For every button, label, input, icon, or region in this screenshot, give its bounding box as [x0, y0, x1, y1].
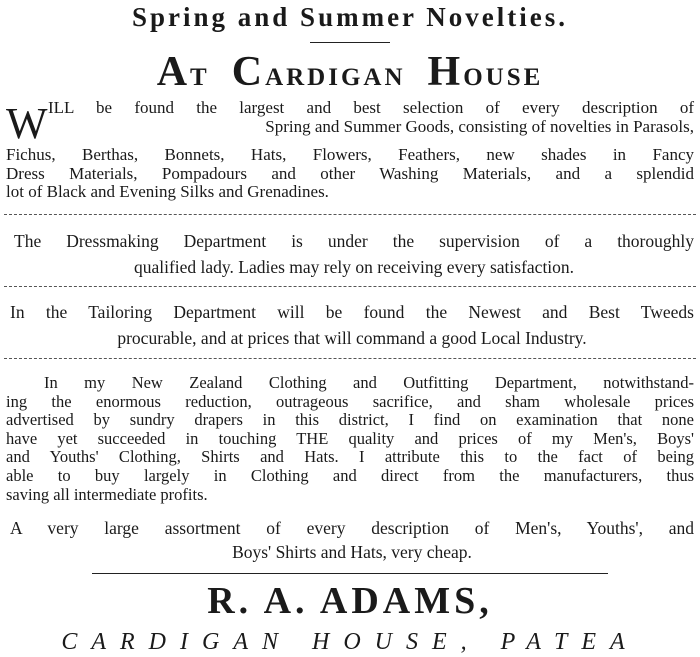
intro-line-5: lot of Black and Evening Silks and Grenadines.: [6, 182, 329, 201]
tailoring-line-1: In the Tailoring Department will be found the Newest and Best Tweeds: [10, 302, 694, 322]
business-title-name: CARDIGAN HOUSE: [231, 49, 544, 95]
assortment-line-2: Boys' Shirts and Hats, very cheap.: [232, 542, 472, 562]
divider-3: [4, 358, 696, 359]
intro-line-4: Dress Materials, Pompadours and other Washing Materials, and a splendid: [6, 163, 694, 183]
signature-address: CARDIGAN HOUSE, PATEA: [61, 629, 639, 655]
clothing-line-5: and Youths' Clothing, Shirts and Hats. I attribute this to the fact of being: [6, 447, 694, 467]
assortment-paragraph: [10, 516, 694, 564]
headline: Spring and Summer Novelties.: [131, 2, 569, 32]
clothing-line-3: advertised by sundry drapers in this district, I find on examination that none: [6, 410, 694, 430]
dressmaking-paragraph: [14, 228, 694, 280]
business-title-at: AT: [156, 49, 210, 95]
headline-rule: [310, 42, 390, 43]
divider-2: [4, 286, 696, 287]
intro-line-1: ILL be found the largest and best selection of every description of: [48, 98, 694, 117]
intro-lines-bottom: [6, 146, 694, 202]
intro-lines-top: [48, 99, 694, 136]
signature-rule: [92, 573, 608, 574]
dressmaking-line-1: The Dressmaking Department is under the supervision of a thoroughly: [14, 231, 694, 251]
signature-name: R. A. ADAMS,: [207, 580, 493, 622]
tailoring-paragraph: [10, 299, 694, 351]
business-title: [0, 49, 700, 98]
divider-1: [4, 214, 696, 215]
clothing-paragraph: [6, 374, 694, 504]
intro-line-3: Fichus, Berthas, Bonnets, Hats, Flowers, Feathers, new shades in Fancy: [6, 145, 694, 164]
intro-line-2: Spring and Summer Goods, consisting of novelties in Parasols,: [265, 116, 694, 136]
clothing-line-2: ing the enormous reduction, outrageous sacrifice, and sham wholesale prices: [6, 391, 694, 411]
clothing-line-1: In my New Zealand Clothing and Outfitting Department, notwithstand-: [44, 373, 694, 392]
clothing-line-6: able to buy largely in Clothing and direct from the manufacturers, thus: [6, 465, 694, 485]
intro-dropcap: W: [6, 99, 48, 148]
clothing-line-7: saving all intermediate profits.: [6, 484, 208, 504]
tailoring-line-2: procurable, and at prices that will command a good Local Industry.: [117, 328, 587, 348]
clothing-line-4: have yet succeeded in touching THE quality and prices of my Men's, Boys': [6, 428, 694, 448]
assortment-line-1: A very large assortment of every description of Men's, Youths', and: [10, 518, 694, 538]
dressmaking-line-2: qualified lady. Ladies may rely on receiving every satisfaction.: [133, 257, 575, 277]
